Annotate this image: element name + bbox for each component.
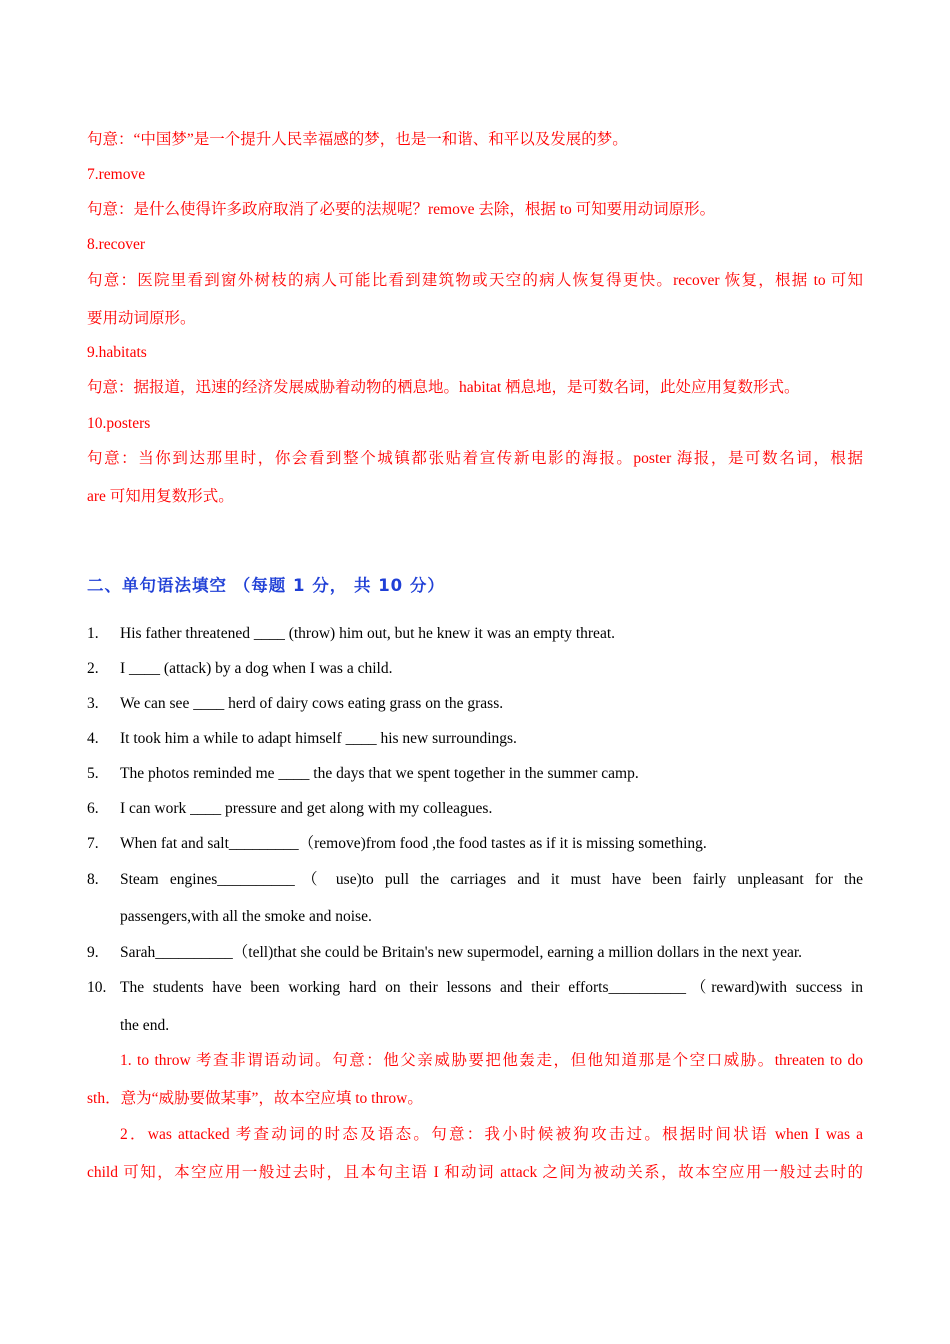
question-number: 6. [87, 800, 99, 817]
section-heading: 二、单句语法填空 （每题 1 分， 共 10 分） [87, 576, 445, 595]
question-number: 3. [87, 695, 99, 712]
question-text: We can see ____ herd of dairy cows eating grass on the grass. [120, 695, 504, 712]
answer-10-note-cont: are 可知用复数形式。 [87, 488, 234, 505]
answer-7: 7.remove [87, 166, 146, 183]
question-text: The photos reminded me ____ the days that we spent together in the summer camp. [120, 765, 639, 782]
explanation-1-cont: sth．意为“威胁要做某事”，故本空应填 to throw。 [87, 1090, 423, 1107]
question-number: 1. [87, 625, 99, 642]
question-number: 5. [87, 765, 99, 782]
question-text: When fat and salt_________（remove)from food ,the food tastes as if it is missing something. [120, 835, 707, 852]
question-text: I can work ____ pressure and get along with my colleagues. [120, 800, 493, 817]
question-text: His father threatened ____ (throw) him out, but he knew it was an empty threat. [120, 625, 616, 642]
answer-10-note: 句意：当你到达那里时，你会看到整个城镇都张贴着宣传新电影的海报。poster 海报，是可数名词，根据 [87, 450, 863, 467]
answer-7-note: 句意：是什么使得许多政府取消了必要的法规呢？remove 去除，根据 to 可知要用动词原形。 [87, 201, 716, 218]
question-number: 10. [87, 979, 107, 996]
question-text-continued: the end. [120, 1017, 170, 1034]
question-text: Steam engines__________（ use)to pull the carriages and it must have been fairly unpleasant for the [120, 871, 863, 888]
question-number: 8. [87, 871, 99, 888]
explanation-1: 1. to throw 考查非谓语动词。句意：他父亲威胁要把他轰走，但他知道那是个空口威胁。threaten to do [120, 1052, 863, 1069]
answer-8-note-cont: 要用动词原形。 [87, 310, 196, 327]
answer-8-note: 句意：医院里看到窗外树枝的病人可能比看到建筑物或天空的病人恢复得更快。recover 恢复，根据 to 可知 [87, 272, 863, 289]
answer-6-translation: 句意：“中国梦”是一个提升人民幸福感的梦，也是一和谐、和平以及发展的梦。 [87, 131, 628, 148]
question-text: Sarah__________（tell)that she could be Britain's new supermodel, earning a million dollars in the next year. [120, 944, 803, 961]
answer-8: 8.recover [87, 236, 146, 253]
question-number: 2. [87, 660, 99, 677]
answer-10: 10.posters [87, 415, 151, 432]
explanation-2-cont: child 可知，本空应用一般过去时，且本句主语 I 和动词 attack 之间为被动关系，故本空应用一般过去时的 [87, 1164, 863, 1181]
question-number: 7. [87, 835, 99, 852]
question-number: 9. [87, 944, 99, 961]
question-text-continued: passengers,with all the smoke and noise. [120, 908, 372, 925]
question-number: 4. [87, 730, 99, 747]
question-text: I ____ (attack) by a dog when I was a child. [120, 660, 393, 677]
answer-9-note: 句意：据报道，迅速的经济发展威胁着动物的栖息地。habitat 栖息地，是可数名词，此处应用复数形式。 [87, 379, 800, 396]
answer-9: 9.habitats [87, 344, 147, 361]
question-text: It took him a while to adapt himself ____ his new surroundings. [120, 730, 517, 747]
explanation-2: 2．was attacked 考查动词的时态及语态。句意：我小时候被狗攻击过。根据时间状语 when I was a [120, 1126, 863, 1143]
question-text: The students have been working hard on their lessons and their efforts__________（reward)with success in [120, 979, 863, 996]
